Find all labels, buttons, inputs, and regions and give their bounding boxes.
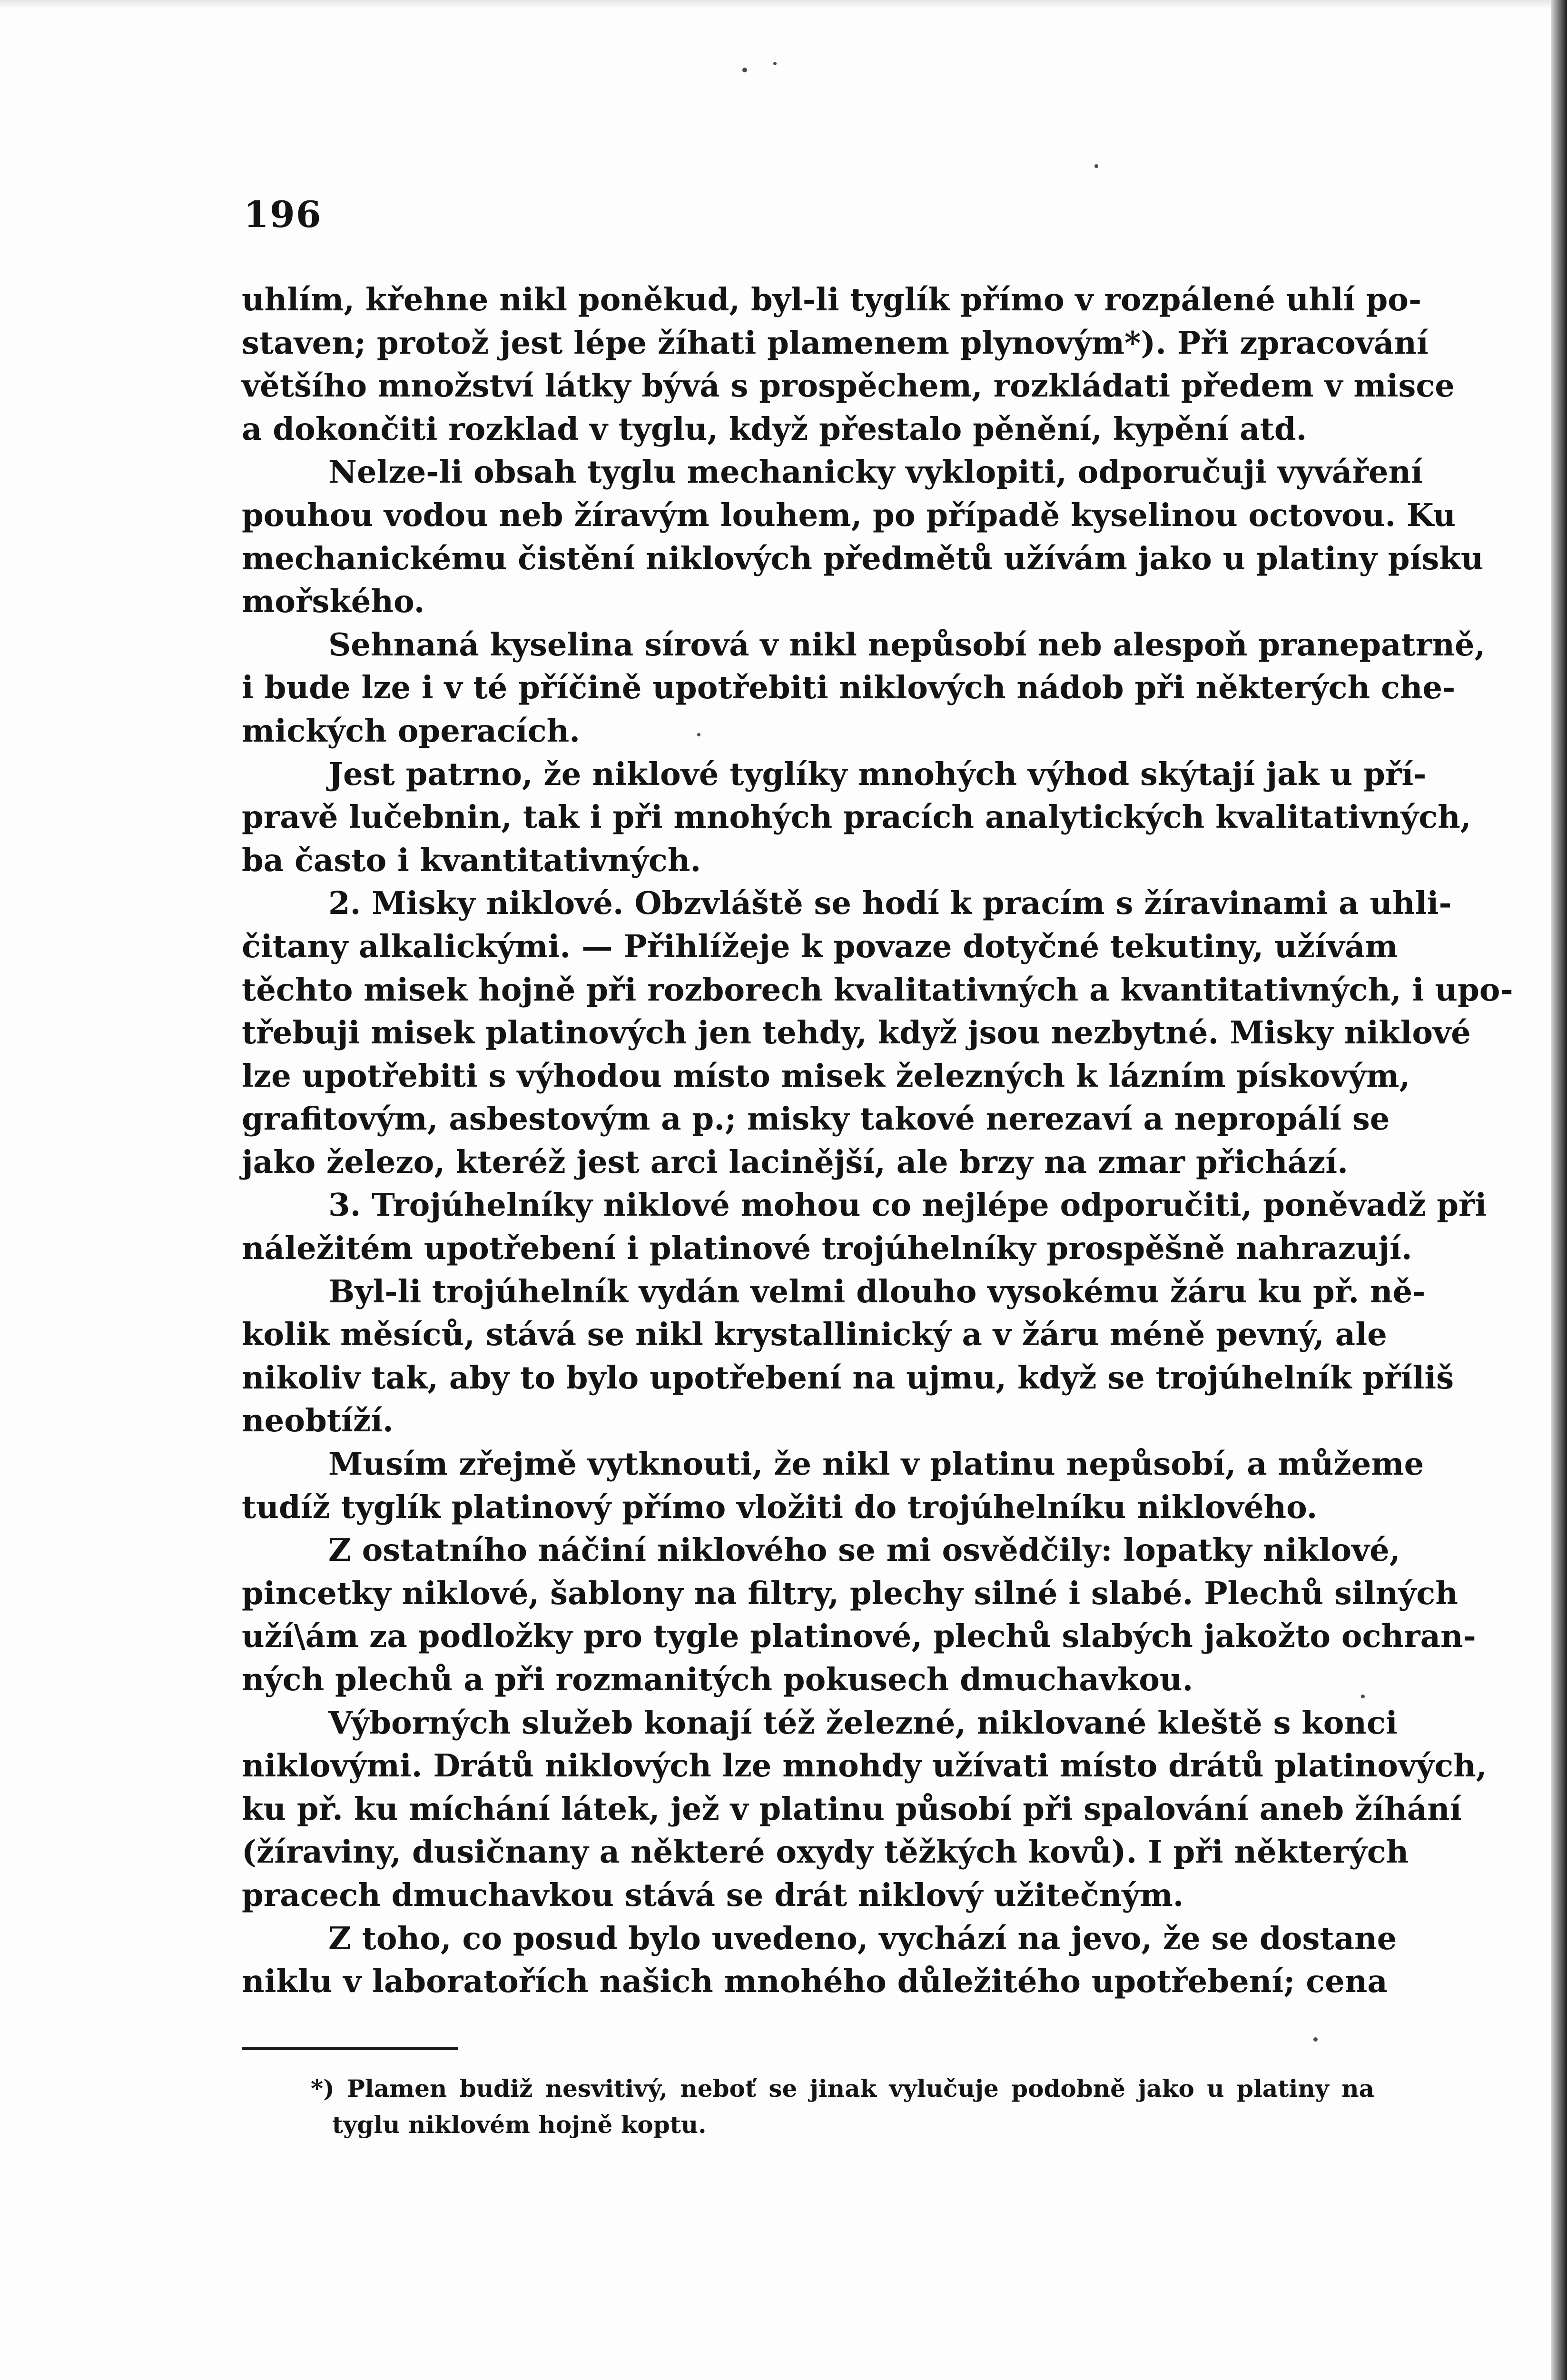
text-line: mických operacích. — [242, 712, 581, 749]
scan-speck — [742, 68, 747, 72]
text-line: mořského. — [242, 583, 425, 620]
text-line: a dokončiti rozklad v tyglu, když přestalo pěnění, kypění atd. — [242, 410, 1307, 447]
text-line: pravě lučebnin, tak i při mnohých pracích analytických kvalitativných, — [242, 799, 1471, 836]
text-line: čitany alkalickými. — Přihlížeje k povaze dotyčné tekutiny, užívám — [242, 928, 1398, 965]
text-line: většího množství látky bývá s prospěchem, rozkládati předem v misce — [242, 367, 1455, 405]
text-line: třebuji misek platinových jen tehdy, když jsou nezbytné. Misky niklové — [242, 1014, 1471, 1051]
footnote-divider — [242, 2047, 458, 2050]
footnote-line: tyglu niklovém hojně koptu. — [332, 2111, 707, 2139]
text-line: tudíž tyglík platinový přímo vložiti do trojúhelníku niklového. — [242, 1488, 1318, 1526]
text-line: staven; protož jest lépe žíhati plamenem plynovým*). Při zpracování — [242, 324, 1429, 361]
text-line: jako železo, kteréž jest arci lacinější, ale brzy na zmar přichází. — [242, 1143, 1348, 1180]
text-line: Sehnaná kyselina sírová v nikl nepůsobí neb alespoň pranepatrně, — [328, 626, 1486, 663]
scan-speck — [1094, 164, 1098, 168]
text-line: pouhou vodou neb žíravým louhem, po případě kyselinou octovou. Ku — [242, 496, 1456, 534]
text-line: grafitovým, asbestovým a p.; misky takové nerezaví a nepropálí se — [242, 1101, 1390, 1138]
text-line: lze upotřebiti s výhodou místo misek železných k lázním pískovým, — [242, 1057, 1410, 1094]
text-line: (žíraviny, dusičnany a některé oxydy těžkých kovů). I při některých — [242, 1834, 1409, 1871]
footnote-line: *) Plamen budiž nesvitivý, neboť se jinak vylučuje podobně jako u platiny na — [311, 2074, 1374, 2102]
text-line: Byl-li trojúhelník vydán velmi dlouho vysokému žáru ku př. ně- — [328, 1273, 1426, 1310]
text-line: Z toho, co posud bylo uvedeno, vychází na jevo, že se dostane — [328, 1920, 1397, 1957]
body-text — [242, 278, 1513, 2003]
text-line: neobtíží. — [242, 1402, 394, 1439]
scan-speck — [697, 733, 700, 736]
text-line: ku př. ku míchání látek, jež v platinu působí při spalování aneb žíhání — [242, 1790, 1462, 1827]
text-line: nikoliv tak, aby to bylo upotřebení na ujmu, když se trojúhelník příliš — [242, 1359, 1454, 1396]
footnote — [242, 2071, 1374, 2143]
text-line: 2. Misky niklové. Obzvláště se hodí k pracím s žíravinami a uhli- — [328, 885, 1452, 922]
text-line: 3. Trojúhelníky niklové mohou co nejlépe odporučiti, poněvadž při — [328, 1187, 1487, 1224]
text-line: Musím zřejmě vytknouti, že nikl v platinu nepůsobí, a můžeme — [328, 1446, 1424, 1483]
text-line: Nelze-li obsah tyglu mechanicky vyklopiti, odporučuji vyváření — [328, 454, 1423, 491]
text-line: uhlím, křehne nikl poněkud, byl-li tyglík přímo v rozpálené uhlí po- — [242, 281, 1422, 318]
text-line: pincetky niklové, šablony na filtry, plechy silné i slabé. Plechů silných — [242, 1575, 1458, 1612]
page-top-edge — [0, 0, 1567, 9]
text-line: ných plechů a při rozmanitých pokusech dmuchavkou. — [242, 1661, 1193, 1698]
text-line: niklu v laboratořích našich mnohého důležitého upotřebení; cena — [242, 1963, 1388, 2000]
text-line: pracech dmuchavkou stává se drát niklový užitečným. — [242, 1876, 1184, 1914]
text-line: kolik měsíců, stává se nikl krystallinický a v žáru méně pevný, ale — [242, 1316, 1387, 1353]
scan-speck — [1313, 2037, 1318, 2042]
text-line: mechanickému čistění niklových předmětů užívám jako u platiny písku — [242, 540, 1484, 577]
scan-speck — [773, 62, 777, 65]
text-line: Výborných služeb konají též železné, niklované kleště s konci — [328, 1704, 1398, 1741]
scan-speck — [1361, 1695, 1365, 1698]
page-number: 196 — [244, 193, 322, 236]
text-line: uží\ám za podložky pro tygle platinové, plechů slabých jakožto ochran- — [242, 1618, 1476, 1655]
text-line: Jest patrno, že niklové tyglíky mnohých výhod skýtají jak u pří- — [328, 755, 1427, 793]
page-binding-shadow — [1551, 0, 1567, 2380]
text-line: Z ostatního náčiní niklového se mi osvědčily: lopatky niklové, — [328, 1532, 1400, 1569]
text-line: niklovými. Drátů niklových lze mnohdy užívati místo drátů platinových, — [242, 1747, 1487, 1785]
text-line: i bude lze i v té příčině upotřebiti niklových nádob při některých che- — [242, 669, 1456, 706]
text-line: těchto misek hojně při rozborech kvalitativných a kvantitativných, i upo- — [242, 971, 1513, 1008]
text-line: náležitém upotřebení i platinové trojúhelníky prospěšně nahrazují. — [242, 1230, 1412, 1267]
text-line: ba často i kvantitativných. — [242, 842, 701, 879]
